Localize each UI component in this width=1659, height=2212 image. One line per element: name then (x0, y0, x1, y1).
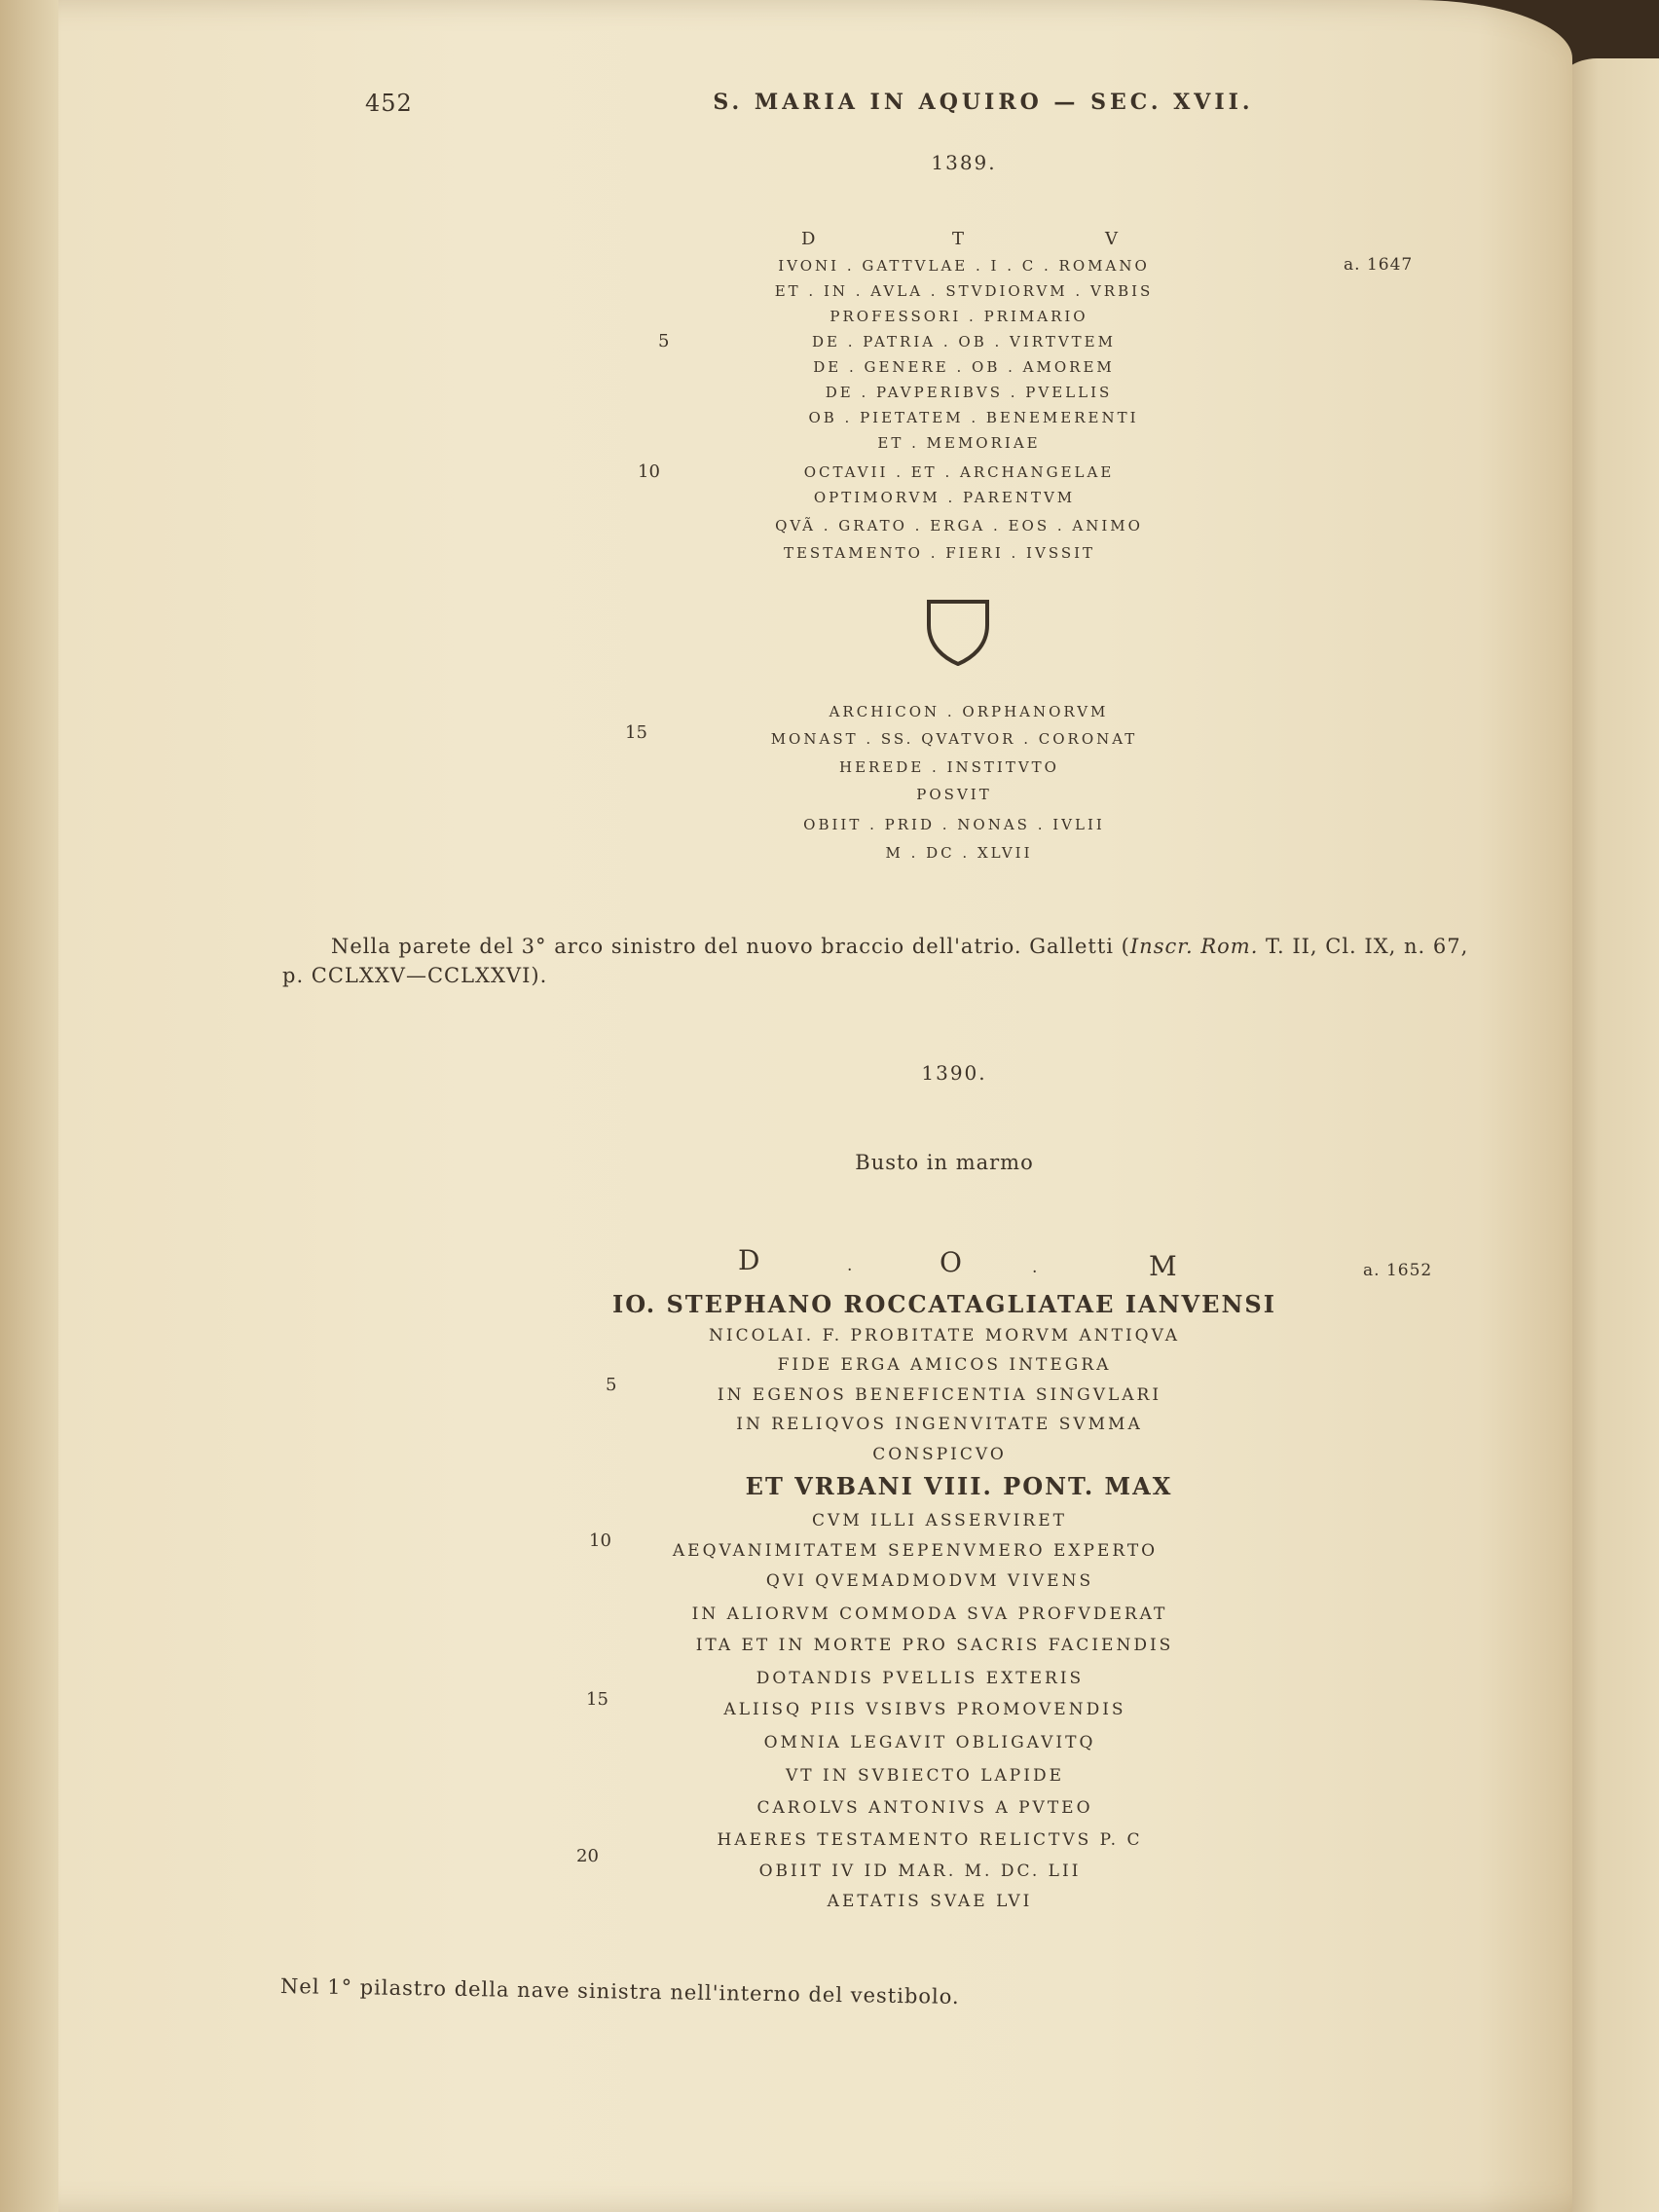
inscription-line: DE . GENERE . OB . AMOREM (813, 358, 1115, 376)
line-number-10: 10 (589, 1530, 611, 1551)
inscription-line: POSVIT (916, 786, 992, 803)
inscription-line: IN ALIORVM COMMODA SVA PROFVDERAT (691, 1604, 1168, 1624)
inscription-line: ET . MEMORIAE (877, 434, 1041, 452)
inscription-line-bold: IO. STEPHANO ROCCATAGLIATAE IANVENSI (612, 1290, 1276, 1318)
line-number-10: 10 (638, 461, 660, 482)
inscription-line: IN RELIQVOS INGENVITATE SVMMA (736, 1415, 1143, 1434)
line-number-15: 15 (625, 722, 647, 743)
note-text: Nella parete del 3° arco sinistro del nuovo braccio dell'atrio. Galletti ( (331, 935, 1130, 958)
line-number-20: 20 (576, 1846, 599, 1866)
inscription-line: DE . PATRIA . OB . VIRTVTEM (812, 333, 1116, 350)
inscription-line: DOTANDIS PVELLIS EXTERIS (756, 1669, 1085, 1688)
inscription-line: FIDE ERGA AMICOS INTEGRA (777, 1355, 1112, 1375)
page-gutter-shadow (0, 0, 58, 2212)
inscription-line: M . DC . XLVII (885, 844, 1033, 862)
line-number-5: 5 (606, 1375, 617, 1395)
inscription-letter-d: D (801, 229, 819, 249)
inscription-line: OBIIT IV ID MAR. M. DC. LII (758, 1862, 1082, 1881)
entry1-location-note-cont: p. CCLXXV—CCLXXVI). (282, 964, 548, 987)
entry-number-1390: 1390. (921, 1061, 987, 1085)
note-ref-italic: Rom. (1200, 935, 1259, 958)
coat-of-arms-shield-icon (925, 596, 991, 666)
inscription-line: NICOLAI. F. PROBITATE MORVM ANTIQVA (708, 1326, 1181, 1346)
inscription-line: HEREDE . INSTITVTO (839, 758, 1059, 776)
note-ref-italic: Inscr. (1129, 935, 1194, 958)
inscription-line: ET . IN . AVLA . STVDIORVM . VRBIS (774, 282, 1154, 300)
entry2-subtitle: Busto in marmo (855, 1151, 1034, 1174)
inscription-dot: . (1032, 1258, 1041, 1277)
inscription-line: PROFESSORI . PRIMARIO (830, 308, 1088, 325)
inscription-line: CAROLVS ANTONIVS A PVTEO (756, 1798, 1093, 1818)
inscription-line: MONAST . SS. QVATVOR . CORONAT (770, 730, 1138, 748)
inscription-line: OBIIT . PRID . NONAS . IVLII (803, 816, 1105, 833)
inscription-line-bold: ET VRBANI VIII. PONT. MAX (745, 1472, 1173, 1500)
inscription-line: OCTAVII . ET . ARCHANGELAE (803, 463, 1115, 481)
note-text: T. II, Cl. IX, n. 67, (1258, 935, 1469, 958)
facing-page-edge (1558, 58, 1659, 2212)
inscription-letter-d: D (738, 1244, 764, 1276)
inscription-line: OPTIMORVM . PARENTVM (813, 489, 1076, 506)
inscription-line: IVONI . GATTVLAE . I . C . ROMANO (778, 257, 1150, 275)
inscription-line: ITA ET IN MORTE PRO SACRIS FACIENDIS (695, 1636, 1174, 1655)
inscription-line: ARCHICON . ORPHANORVM (829, 703, 1109, 720)
entry2-date-note: a. 1652 (1363, 1261, 1433, 1280)
inscription-line: TESTAMENTO . FIERI . IVSSIT (783, 544, 1096, 562)
inscription-line: AEQVANIMITATEM SEPENVMERO EXPERTO (672, 1541, 1159, 1561)
inscription-line: AETATIS SVAE LVI (827, 1892, 1033, 1911)
entry-number-1389: 1389. (931, 151, 997, 174)
inscription-line: OMNIA LEGAVIT OBLIGAVITQ (763, 1733, 1096, 1752)
inscription-line: ALIISQ PIIS VSIBVS PROMOVENDIS (723, 1700, 1126, 1719)
inscription-line: VT IN SVBIECTO LAPIDE (785, 1766, 1065, 1786)
entry1-location-note (331, 935, 1468, 958)
inscription-line: QVI QVEMADMODVM VIVENS (765, 1571, 1094, 1591)
entry1-date-note: a. 1647 (1344, 255, 1414, 275)
inscription-letter-m: M (1149, 1250, 1181, 1282)
line-number-15: 15 (586, 1689, 608, 1710)
inscription-line: CVM ILLI ASSERVIRET (812, 1511, 1067, 1530)
inscription-line: QVÃ . GRATO . ERGA . EOS . ANIMO (775, 517, 1143, 535)
inscription-letter-v: V (1105, 229, 1121, 249)
inscription-line: OB . PIETATEM . BENEMERENTI (808, 409, 1139, 426)
inscription-line: HAERES TESTAMENTO RELICTVS P. C (717, 1830, 1143, 1850)
entry2-location-note: Nel 1° pilastro della nave sinistra nell'interno del vestibolo. (279, 1974, 960, 2009)
inscription-line: CONSPICVO (872, 1445, 1007, 1464)
running-title: S. MARIA IN AQUIRO — SEC. XVII. (713, 90, 1254, 115)
inscription-letter-t: T (952, 229, 968, 249)
inscription-letter-o: O (940, 1246, 966, 1278)
inscription-line: IN EGENOS BENEFICENTIA SINGVLARI (717, 1385, 1162, 1405)
line-number-5: 5 (658, 331, 670, 351)
page-number: 452 (365, 90, 413, 117)
inscription-dot: . (847, 1256, 856, 1275)
inscription-line: DE . PAVPERIBVS . PVELLIS (825, 384, 1113, 401)
